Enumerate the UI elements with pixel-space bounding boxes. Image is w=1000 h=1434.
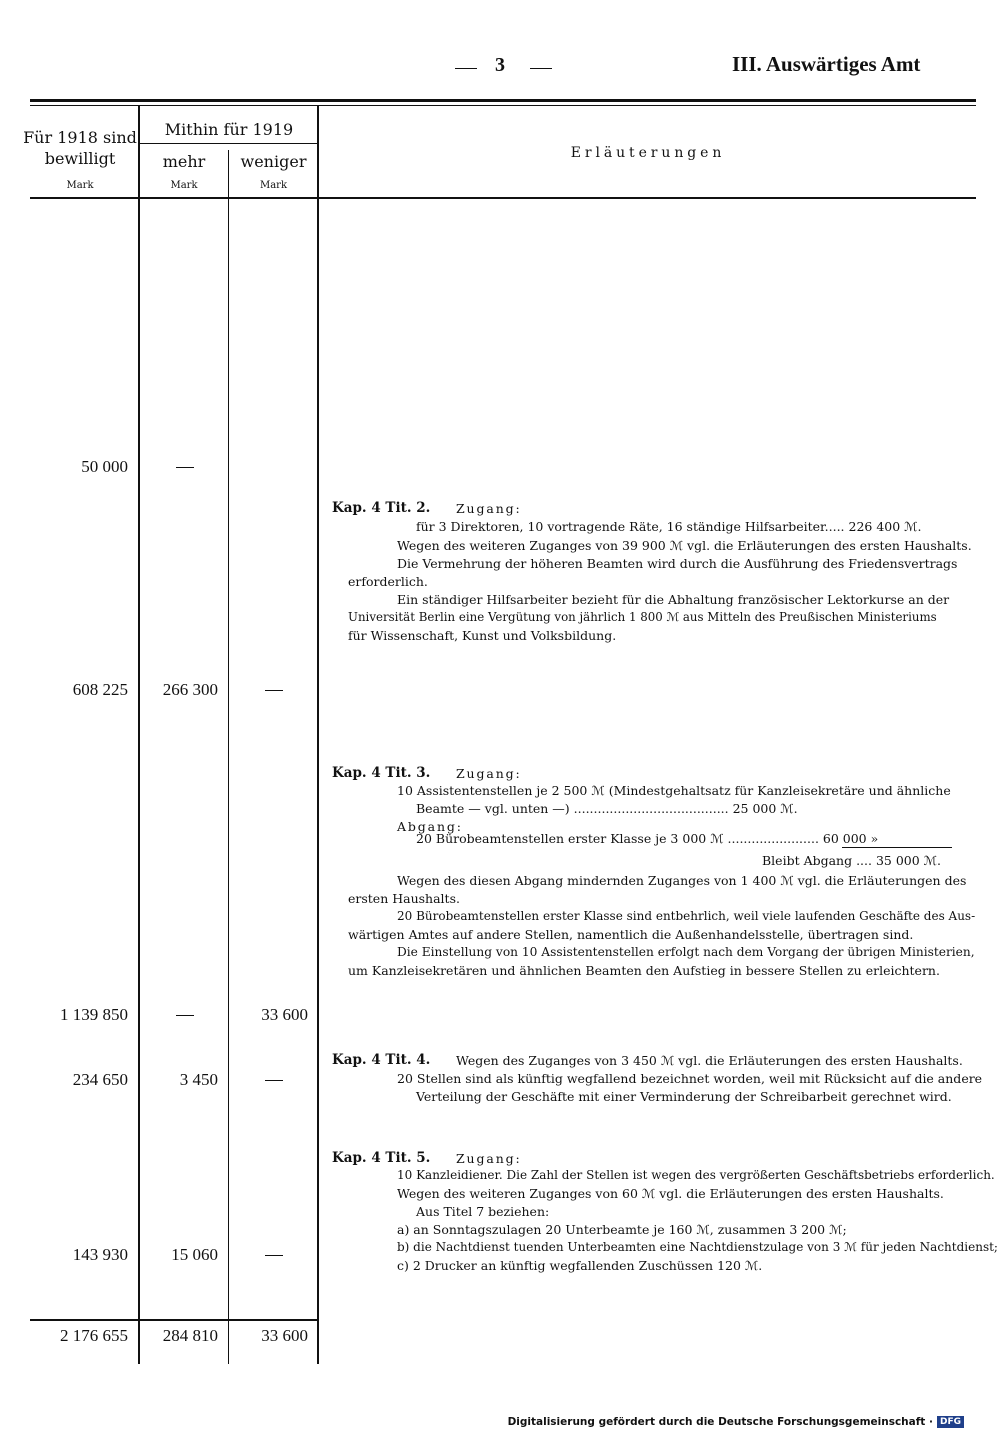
note-tit3-line: ersten Haushalts.: [348, 891, 460, 906]
row5-bewilligt: 143 930: [72, 1245, 128, 1264]
note-tit5-heading: Kap. 4 Tit. 5.: [332, 1150, 431, 1166]
col-divider-2-body: [228, 200, 229, 1364]
note-tit5-line: 10 Kanzleidiener. Die Zahl der Stellen ist wegen des vergrößerten Geschäftsbetriebs erforderlich.: [397, 1168, 995, 1182]
digitization-credit: [508, 1416, 964, 1428]
row3-weniger: 33 600: [261, 1005, 308, 1024]
note-tit2-line: Ein ständiger Hilfsarbeiter bezieht für die Abhaltung französischer Lektorkurse an der: [397, 592, 950, 607]
header-rule: [30, 197, 976, 199]
note-tit2-line: erforderlich.: [348, 574, 428, 589]
note-tit5-line: a) an Sonntagszulagen 20 Unterbeamte je 160 ℳ, zusammen 3 200 ℳ;: [397, 1222, 847, 1237]
row4-weniger-dash: [265, 1080, 283, 1081]
col-bewilligt-unit: Mark: [66, 180, 94, 191]
note-tit3-line: 20 Bürobeamtenstellen erster Klasse je 3 000 ℳ ....................... 60 000 »: [416, 831, 879, 846]
note-tit3-line: 10 Assistentenstellen je 2 500 ℳ (Mindestgehaltsatz für Kanzleisekretäre und ähnliche: [397, 783, 951, 798]
col-erlaeuterungen-header: Erläuterungen: [570, 145, 726, 161]
page-number-left-dash: [455, 68, 477, 69]
col-divider-3: [317, 106, 319, 1364]
note-tit4-heading: Kap. 4 Tit. 4.: [332, 1052, 431, 1068]
note-tit3-line: Abgang:: [397, 819, 463, 834]
note-tit2-line: Universität Berlin eine Vergütung von jährlich 1 800 ℳ aus Mitteln des Preußischen Ministeriums: [348, 610, 937, 624]
note-tit5-line: Aus Titel 7 beziehen:: [416, 1204, 550, 1219]
note-tit3-line: Wegen des diesen Abgang mindernden Zuganges von 1 400 ℳ vgl. die Erläuterungen des: [397, 873, 967, 888]
note-tit3-heading: Kap. 4 Tit. 3.: [332, 765, 431, 781]
row1-mehr-dash: [176, 467, 194, 468]
col-mehr-header: mehr: [162, 152, 206, 171]
note-tit2-heading: Kap. 4 Tit. 2.: [332, 500, 431, 516]
dfg-logo-icon: DFG: [937, 1416, 964, 1428]
col-bewilligt-header-line1: Für 1918 sind: [23, 128, 137, 147]
total-bewilligt: 2 176 655: [60, 1326, 128, 1345]
note-tit3-line: um Kanzleisekretären und ähnlichen Beamten den Aufstieg in bessere Stellen zu erleichtern.: [348, 963, 940, 978]
note-tit2-line: Zugang:: [456, 501, 522, 516]
col-divider-1: [138, 106, 140, 1364]
col-group-header: Mithin für 1919: [164, 120, 294, 139]
section-title: III. Auswärtiges Amt: [732, 52, 921, 76]
total-weniger: 33 600: [261, 1326, 308, 1345]
total-mehr: 284 810: [162, 1326, 218, 1345]
col-bewilligt-header-line2: bewilligt: [44, 149, 116, 168]
row4-mehr: 3 450: [179, 1070, 218, 1089]
row1-bewilligt: 50 000: [81, 457, 128, 476]
note-tit3-sum-rule: [842, 847, 952, 848]
col-mehr-unit: Mark: [170, 180, 198, 191]
digitization-credit-text: Digitalisierung gefördert durch die Deutsche Forschungsgemeinschaft ·: [507, 1416, 933, 1428]
note-tit4-line: 20 Stellen sind als künftig wegfallend bezeichnet worden, weil mit Rücksicht auf die andere: [397, 1071, 983, 1086]
page-number: 3: [495, 54, 505, 76]
note-tit5-line: c) 2 Drucker an künftig wegfallenden Zuschüssen 120 ℳ.: [397, 1258, 763, 1273]
note-tit4-line: Verteilung der Geschäfte mit einer Verminderung der Schreibarbeit gerechnet wird.: [416, 1089, 952, 1104]
col-weniger-unit: Mark: [259, 180, 288, 191]
top-rule-thin: [30, 105, 976, 106]
col-group-underline: [140, 143, 318, 144]
row5-weniger-dash: [265, 1255, 283, 1256]
note-tit5-line: Wegen des weiteren Zuganges von 60 ℳ vgl. die Erläuterungen des ersten Haushalts.: [397, 1186, 944, 1201]
row2-weniger-dash: [265, 690, 283, 691]
page-number-right-dash: [530, 68, 552, 69]
note-tit3-line: Zugang:: [456, 766, 522, 781]
row2-bewilligt: 608 225: [72, 680, 128, 699]
note-tit2-line: Wegen des weiteren Zuganges von 39 900 ℳ vgl. die Erläuterungen des ersten Haushalts.: [397, 538, 972, 553]
row3-mehr-dash: [176, 1015, 194, 1016]
top-rule-thick: [30, 99, 976, 102]
note-tit3-line: wärtigen Amtes auf andere Stellen, namentlich die Außenhandelsstelle, übertragen sind.: [348, 927, 914, 942]
row3-bewilligt: 1 139 850: [60, 1005, 128, 1024]
row2-mehr: 266 300: [162, 680, 218, 699]
col-divider-2: [228, 150, 229, 200]
note-tit3-line: Die Einstellung von 10 Assistentenstellen erfolgt nach dem Vorgang der übrigen Ministerien,: [397, 945, 975, 959]
note-tit2-line: Die Vermehrung der höheren Beamten wird durch die Ausführung des Friedensvertrags: [397, 556, 958, 571]
note-tit5-line: Zugang:: [456, 1151, 522, 1166]
row5-mehr: 15 060: [171, 1245, 218, 1264]
note-tit3-line: Bleibt Abgang .... 35 000 ℳ.: [762, 853, 942, 868]
row4-bewilligt: 234 650: [72, 1070, 128, 1089]
note-tit4-line: Wegen des Zuganges von 3 450 ℳ vgl. die Erläuterungen des ersten Haushalts.: [456, 1053, 963, 1068]
col-weniger-header: weniger: [240, 152, 307, 171]
note-tit3-line: Beamte — vgl. unten —) ....................................... 25 000 ℳ.: [416, 801, 798, 816]
note-tit2-line: für 3 Direktoren, 10 vortragende Räte, 16 ständige Hilfsarbeiter..... 226 400 ℳ.: [416, 519, 922, 534]
note-tit3-line: 20 Bürobeamtenstellen erster Klasse sind entbehrlich, weil viele laufenden Geschäfte des Aus-: [397, 909, 976, 923]
note-tit2-line: für Wissenschaft, Kunst und Volksbildung.: [348, 628, 617, 643]
note-tit5-line: b) die Nachtdienst tuenden Unterbeamten eine Nachtdienstzulage von 3 ℳ für jeden Nachtdienst;: [397, 1240, 998, 1254]
totals-rule: [30, 1319, 318, 1321]
